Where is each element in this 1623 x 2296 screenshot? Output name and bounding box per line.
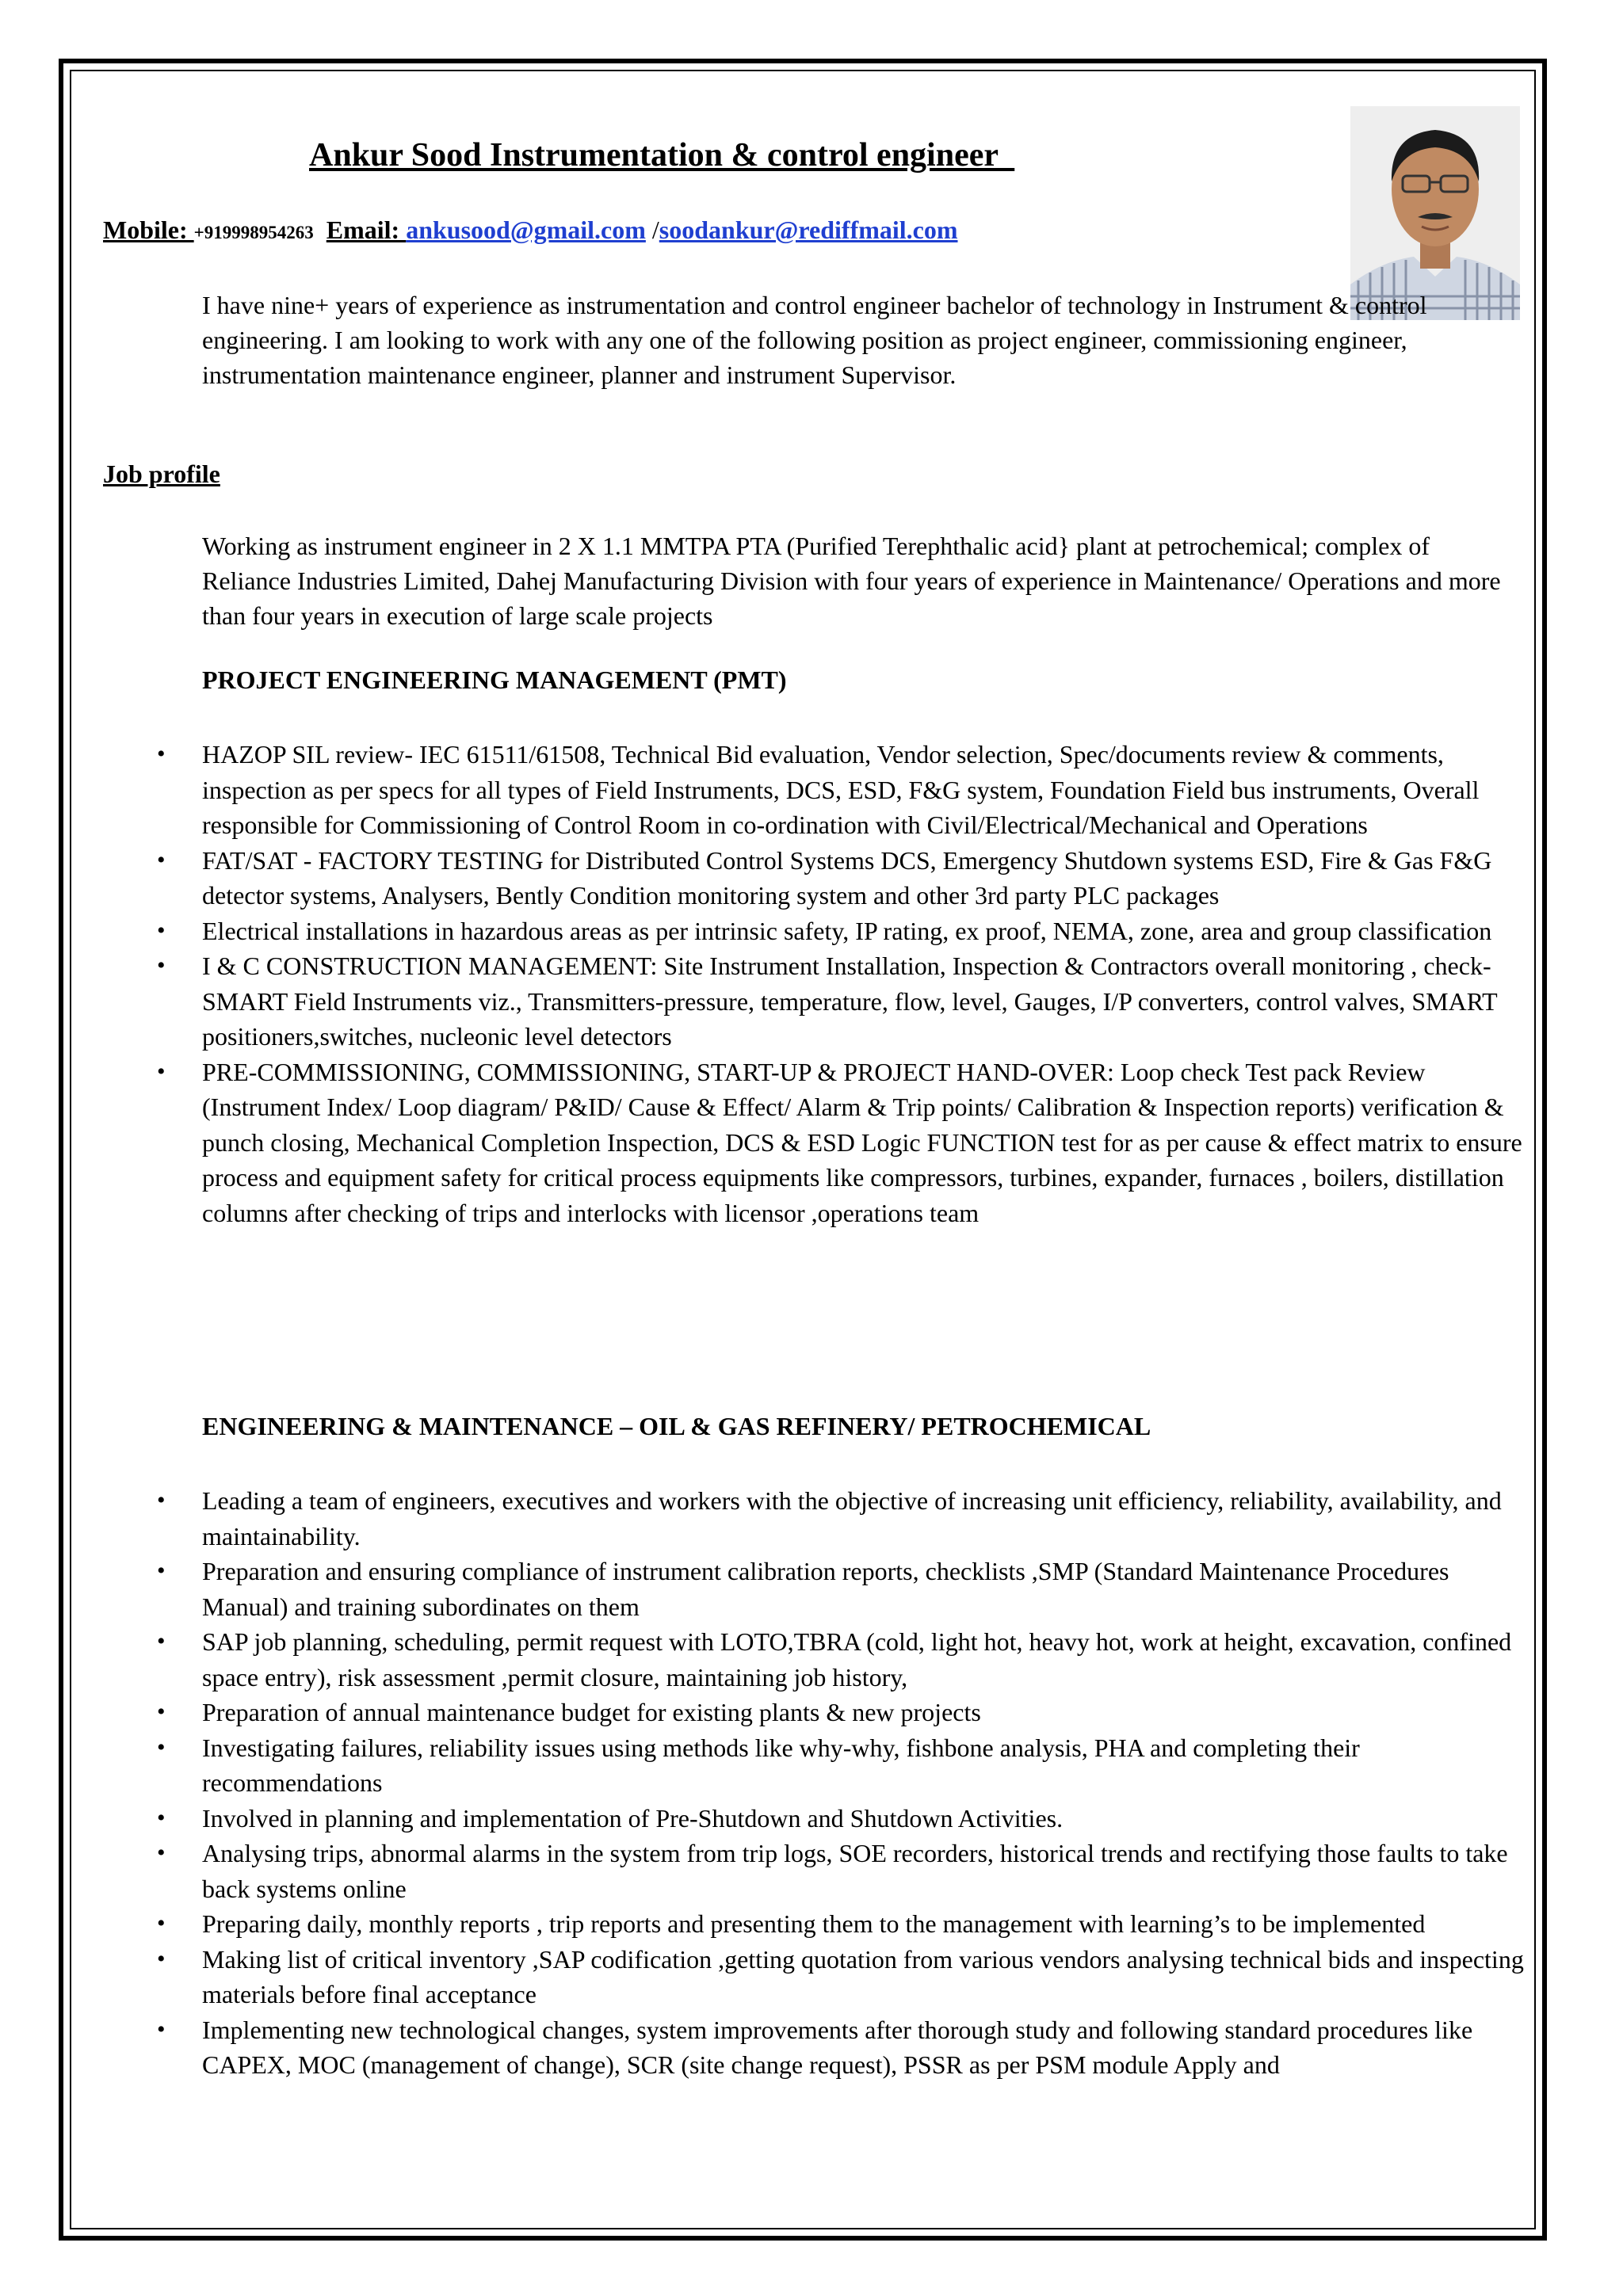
list-item: • Preparation of annual maintenance budget for existing plants & new projects [202, 1695, 1526, 1730]
job-profile-paragraph: Working as instrument engineer in 2 X 1.1 MMTPA PTA (Purified Terephthalic acid} plant at petrochemical; complex of Reliance Industries Limited, Dahej Manufacturing Division with four years of experience in Maintenance/ Operations and more than four years in execution of large scale projects [202, 532, 1501, 630]
email-label: Email: [326, 215, 407, 244]
list-item: • Preparing daily, monthly reports , trip reports and presenting them to the management with learning’s to be implemented [202, 1906, 1526, 1942]
list-item: • SAP job planning, scheduling, permit request with LOTO,TBRA (cold, light hot, heavy hot, work at height, excavation, confined space entry), risk assessment ,permit closure, maintaining job history, [202, 1624, 1526, 1695]
mobile-number: +919998954263 [193, 223, 314, 242]
pmt-heading: PROJECT ENGINEERING MANAGEMENT (PMT) [202, 666, 787, 694]
list-item: • FAT/SAT - FACTORY TESTING for Distributed Control Systems DCS, Emergency Shutdown systems ESD, Fire & Gas F&G detector systems, Analysers, Bently Condition monitoring system and other 3rd party PLC packages [202, 843, 1526, 913]
mobile-label: Mobile: [103, 215, 194, 244]
maintenance-heading: ENGINEERING & MAINTENANCE – OIL & GAS REFINERY/ PETROCHEMICAL [202, 1412, 1151, 1440]
list-item: • I & C CONSTRUCTION MANAGEMENT: Site Instrument Installation, Inspection & Contractors overall monitoring , check-SMART Field Instruments viz., Transmitters-pressure, temperature, flow, level, Gauges, I/P converters, control valves, SMART positioners,switches, nucleonic level detectors [202, 948, 1526, 1055]
list-item: • Involved in planning and implementation of Pre-Shutdown and Shutdown Activities. [202, 1801, 1526, 1836]
list-item: • Analysing trips, abnormal alarms in the system from trip logs, SOE recorders, historical trends and rectifying those faults to take back systems online [202, 1836, 1526, 1906]
list-item: • Implementing new technological changes, system improvements after thorough study and following standard procedures like CAPEX, MOC (management of change), SCR (site change request), PSSR as per PSM module Apply and [202, 2012, 1526, 2083]
resume-title: Ankur Sood Instrumentation & control engineer [309, 137, 1015, 174]
contact-line [103, 215, 958, 245]
list-item: • Electrical installations in hazardous areas as per intrinsic safety, IP rating, ex proof, NEMA, zone, area and group classification [202, 913, 1526, 949]
email-separator: / [651, 215, 659, 244]
list-item: • HAZOP SIL review- IEC 61511/61508, Technical Bid evaluation, Vendor selection, Spec/documents review & comments, inspection as per specs for all types of Field Instruments, DCS, ESD, F&G system, Foundation Field bus instruments, Overall responsible for Commissioning of Control Room in co-ordination with Civil/Electrical/Mechanical and Operations [202, 737, 1526, 843]
job-profile-heading: Job profile [103, 460, 220, 488]
summary-paragraph: I have nine+ years of experience as instrumentation and control engineer bachelor of technology in Instrument & control engineering. I am looking to work with any one of the following position as project engineer, commissioning engineer, instrumentation maintenance engineer, planner and instrument Supervisor. [202, 291, 1427, 389]
list-item: • Preparation and ensuring compliance of instrument calibration reports, checklists ,SMP (Standard Maintenance Procedures Manual) and training subordinates on them [202, 1554, 1526, 1624]
maintenance-list [202, 1483, 1526, 2083]
pmt-list [202, 737, 1526, 1230]
email-link-primary[interactable]: ankusood@gmail.com [406, 215, 646, 244]
list-item: • Investigating failures, reliability issues using methods like why-why, fishbone analysis, PHA and completing their recommendations [202, 1730, 1526, 1801]
list-item: • PRE-COMMISSIONING, COMMISSIONING, START-UP & PROJECT HAND-OVER: Loop check Test pack Review (Instrument Index/ Loop diagram/ P&ID/ Cause & Effect/ Alarm & Trip points/ Calibration & Inspection reports) verification & punch closing, Mechanical Completion Inspection, DCS & ESD Logic FUNCTION test for as per cause & effect matrix to ensure process and equipment safety for critical process equipments like compressors, turbines, expander, furnaces , boilers, distillation columns after checking of trips and interlocks with licensor ,operations team [202, 1055, 1526, 1231]
email-link-secondary[interactable]: soodankur@rediffmail.com [659, 215, 958, 244]
list-item: • Making list of critical inventory ,SAP codification ,getting quotation from various vendors analysing technical bids and inspecting materials before final acceptance [202, 1942, 1526, 2012]
list-item: • Leading a team of engineers, executives and workers with the objective of increasing unit efficiency, reliability, availability, and maintainability. [202, 1483, 1526, 1554]
